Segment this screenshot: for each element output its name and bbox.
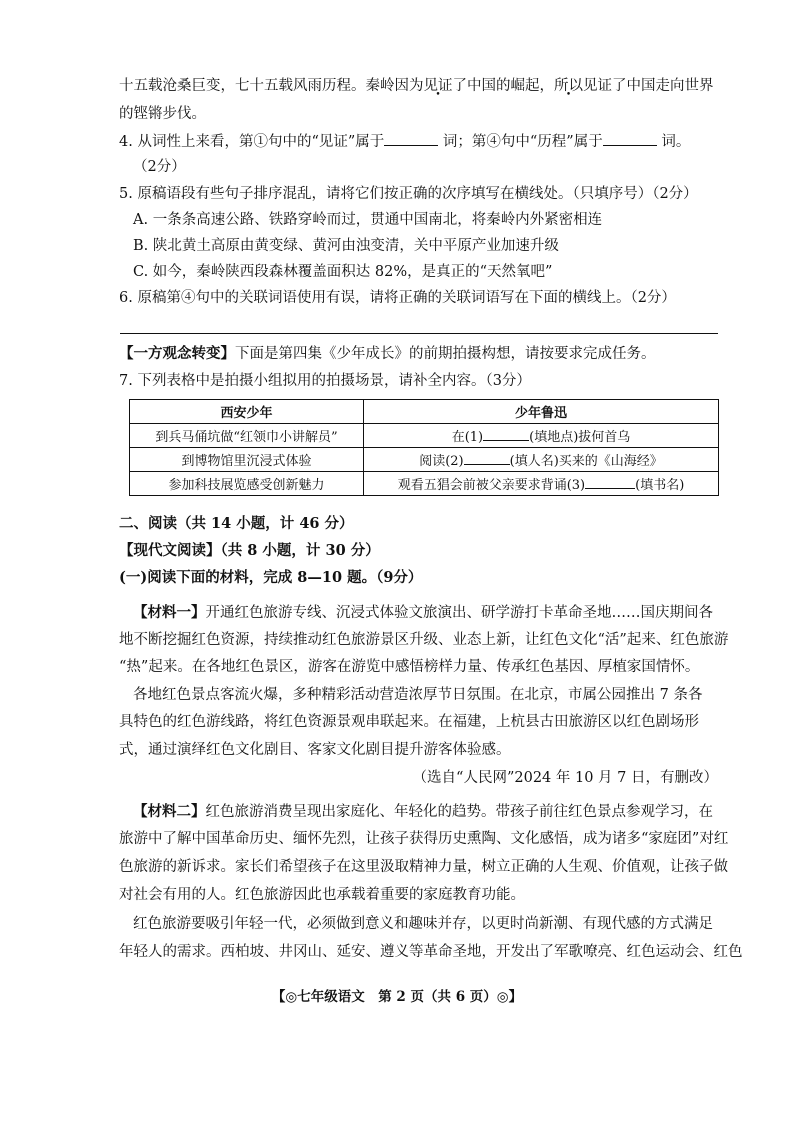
table-blank-3[interactable] bbox=[585, 476, 635, 489]
q4-text-3: 词。 bbox=[661, 134, 691, 150]
material-2-text: 红色旅游消费呈现出家庭化、年轻化的趋势。带孩子前往红色景点参观学习，在 bbox=[205, 804, 713, 820]
table-row bbox=[130, 448, 719, 472]
modern-reading-title: 【现代文阅读】（共 8 小题，计 30 分） bbox=[119, 542, 380, 559]
material-1-para2-line-1: 各地红色景点客流火爆，多种精彩活动营造浓厚节日氛围。在北京，市属公园推出 7 条各 bbox=[133, 687, 703, 703]
material-1-line-3: “热”起来。在各地红色景区，游客在游览中感悟榜样力量、传承红色基因、厚植家国情怀。 bbox=[119, 659, 700, 675]
intro-text-e: 见证了中国走向世界 bbox=[583, 78, 714, 94]
material-1-text: 开通红色旅游专线、沉浸式体验文旅演出、研学游打卡革命圣地……国庆期间各 bbox=[205, 605, 713, 621]
q4-blank-1[interactable] bbox=[384, 131, 438, 146]
question-7: 7. 下列表格中是拍摄小组拟用的拍摄场景，请补全内容。（3分） bbox=[119, 373, 531, 389]
section-2-title: 二、阅读（共 14 小题，计 46 分） bbox=[119, 515, 354, 532]
table-cell-left: 到博物馆里沉浸式体验 bbox=[130, 448, 364, 472]
intro-line-2: 的铿锵步伐。 bbox=[119, 106, 206, 122]
material-2-line-4: 对社会有用的人。红色旅游因此也承载着重要的家庭教育功能。 bbox=[119, 887, 525, 903]
cell-text-pre: 观看五猖会前被父亲要求背诵(3) bbox=[397, 478, 586, 493]
table-blank-2[interactable] bbox=[464, 452, 510, 465]
task-intro bbox=[119, 344, 656, 364]
q4-blank-2[interactable] bbox=[603, 131, 657, 146]
q5-option-b: B. 陕北黄土高原由黄变绿、黄河由浊变清，关中平原产业加速升级 bbox=[133, 238, 559, 254]
header-xian-youth: 西安少年 bbox=[130, 400, 364, 424]
table-cell-right bbox=[364, 448, 719, 472]
q5-option-c: C. 如今，秦岭陕西段森林覆盖面积达 82%，是真正的“天然氧吧” bbox=[133, 264, 553, 280]
question-6: 6. 原稿第④句中的关联词语使用有误，请将正确的关联词语写在下面的横线上。（2分） bbox=[119, 290, 676, 306]
task-text: 下面是第四集《少年成长》的前期拍摄构想，请按要求完成任务。 bbox=[235, 346, 656, 362]
cell-text-post: (填地点)拔何首乌 bbox=[529, 430, 631, 445]
table-row bbox=[130, 472, 719, 496]
cell-text-pre: 阅读(2) bbox=[419, 454, 464, 469]
material-1-source: （选自“人民网”2024 年 10 月 7 日，有删改） bbox=[412, 770, 718, 786]
page-footer: 【◎七年级语文 第 2 页（共 6 页）◎】 bbox=[271, 989, 523, 1005]
q5-option-a: A. 一条条高速公路、铁路穿岭而过，贯通中国南北，将秦岭内外紧密相连 bbox=[133, 212, 603, 228]
cell-text-pre: 在(1) bbox=[451, 430, 484, 445]
task-tag: 【一方观念转变】 bbox=[119, 345, 235, 362]
intro-line-1 bbox=[119, 76, 714, 96]
header-luxun-youth: 少年鲁迅 bbox=[364, 400, 719, 424]
table-blank-1[interactable] bbox=[483, 428, 529, 441]
table-row bbox=[130, 424, 719, 448]
scene-table bbox=[129, 399, 719, 496]
table-header-row bbox=[130, 400, 719, 424]
table-cell-right bbox=[364, 472, 719, 496]
material-2-tag: 【材料二】 bbox=[133, 803, 206, 820]
q6-answer-line[interactable] bbox=[120, 333, 718, 334]
intro-text-c: 了中国的崛起， bbox=[452, 78, 554, 94]
material-2-para2-line-1: 红色旅游要吸引年轻一代，必须做到意义和趣味并存，以更时尚新潮、有现代感的方式满足 bbox=[133, 916, 713, 932]
intro-text-a: 十五载沧桑巨变，七十五载风雨历程。秦岭因为 bbox=[119, 78, 424, 94]
question-5: 5. 原稿语段有些句子排序混乱，请将它们按正确的次序填写在横线处。（只填序号）（2分） bbox=[119, 186, 698, 202]
material-2-line-3: 色旅游的新诉求。家长们希望孩子在这里汲取精神力量，树立正确的人生观、价值观，让孩子做 bbox=[119, 859, 728, 875]
q4-text-2: 词；第④句中“历程”属于 bbox=[442, 134, 603, 150]
intro-dotted-jianzheng: 见证 bbox=[423, 78, 453, 94]
q4-text-1: 4. 从词性上来看，第①句中的“见证”属于 bbox=[119, 134, 385, 150]
material-1-tag: 【材料一】 bbox=[133, 604, 206, 621]
intro-dotted-suoyi: 所以 bbox=[554, 78, 583, 94]
material-2-para2-line-2: 年轻人的需求。西柏坡、井冈山、延安、遵义等革命圣地，开发出了军歌嘹亮、红色运动会、红色 bbox=[119, 944, 743, 960]
material-1-line-1 bbox=[133, 603, 713, 623]
material-1-line-2: 地不断挖掘红色资源，持续推动红色旅游景区升级、业态上新，让红色文化“活”起来、红色旅游 bbox=[119, 632, 729, 648]
material-1-para2-line-2: 具特色的红色游线路，将红色资源景观串联起来。在福建，上杭县古田旅游区以红色剧场形 bbox=[119, 714, 699, 730]
q4-score: （2分） bbox=[133, 159, 186, 175]
material-2-line-1 bbox=[133, 802, 713, 822]
table-cell-right bbox=[364, 424, 719, 448]
material-2-line-2: 旅游中了解中国革命历史、缅怀先烈，让孩子获得历史熏陶、文化感悟，成为诸多“家庭团”对红 bbox=[119, 831, 729, 847]
cell-text-post: (填书名) bbox=[635, 478, 685, 493]
material-1-para2-line-3: 式，通过演绎红色文化剧目、客家文化剧目提升游客体验感。 bbox=[119, 742, 511, 758]
cell-text-post: (填人名)买来的《山海经》 bbox=[509, 454, 663, 469]
table-cell-left: 到兵马俑坑做“红领巾小讲解员” bbox=[130, 424, 364, 448]
table-cell-left: 参加科技展览感受创新魅力 bbox=[130, 472, 364, 496]
question-4 bbox=[119, 131, 690, 152]
part-1-title: (一)阅读下面的材料，完成 8—10 题。（9分） bbox=[119, 569, 423, 586]
